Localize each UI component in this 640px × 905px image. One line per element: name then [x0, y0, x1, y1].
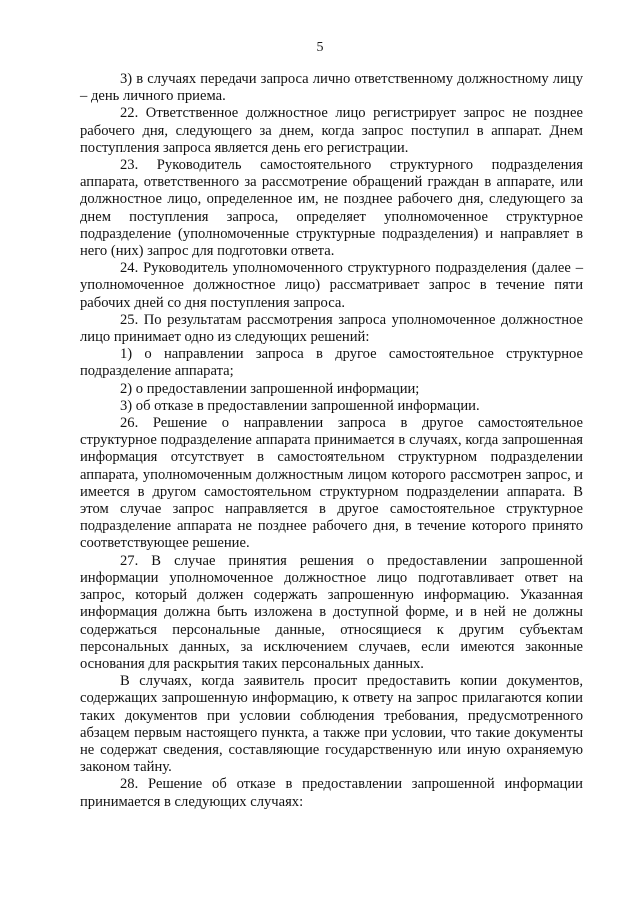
document-body	[80, 71, 583, 811]
paragraph-28: 28. Решение об отказе в предоставлении запрошенной информации принимается в следующих случаях:	[80, 776, 583, 810]
page-number: 5	[316, 40, 324, 55]
paragraph-26: 26. Решение о направлении запроса в другое самостоятельное структурное подразделение аппарата принимается в случаях, когда запрошенная информация отсутствует в самостоятельном структурном подразделении аппарата, уполномоченным должностным лицом которого рассмотрен запрос, и имеется в другом самостоятельном структурном подразделении аппарата. В этом случае запрос направляется в другое самостоятельное структурное подразделение аппарата не позднее рабочего дня, в течение которого принято соответствующее решение.	[80, 415, 583, 552]
paragraph-25-option-2: 2) о предоставлении запрошенной информации;	[120, 380, 420, 397]
paragraph-23: 23. Руководитель самостоятельного структурного подразделения аппарата, ответственного за рассмотрение обращений граждан в аппарате, или должностное лицо, определенное им, не позднее рабочего дня, следующего за днем поступления запроса, определяет уполномоченное структурное подразделение (уполномоченные структурные подразделения) и направляет в него (них) запрос для подготовки ответа.	[80, 157, 583, 260]
paragraph-22: 22. Ответственное должностное лицо регистрирует запрос не позднее рабочего дня, следующего за днем, когда запрос поступил в аппарат. Днем поступления запроса является день его регистрации.	[80, 105, 583, 156]
paragraph-27-copies: В случаях, когда заявитель просит предоставить копии документов, содержащих запрошенную информацию, к ответу на запрос прилагаются копии таких документов при условии соблюдения требования, предусмотренного абзацем первым настоящего пункта, а также при условии, что такие документы не содержат сведения, составляющие государственную или иную охраняемую законом тайну.	[80, 673, 583, 776]
paragraph-24: 24. Руководитель уполномоченного структурного подразделения (далее – уполномоченное должностное лицо) рассматривает запрос в течение пяти рабочих дней со дня поступления запроса.	[80, 260, 583, 311]
paragraph-25: 25. По результатам рассмотрения запроса уполномоченное должностное лицо принимает одно из следующих решений:	[80, 311, 583, 346]
paragraph-27: 27. В случае принятия решения о предоставлении запрошенной информации уполномоченное должностное лицо подготавливает ответ на запрос, который должен содержать запрошенную информацию. Указанная информация должна быть изложена в доступной форме, и в ней не должны содержаться персональные данные, относящиеся к другим субъектам персональных данных, за исключением случаев, если имеются законные основания для раскрытия таких персональных данных.	[80, 552, 583, 672]
paragraph-25-option-3: 3) об отказе в предоставлении запрошенной информации.	[120, 397, 480, 414]
paragraph-item-3-cases: 3) в случаях передачи запроса лично ответственному должностному лицу – день личного приема.	[80, 71, 583, 105]
paragraph-25-option-1: 1) о направлении запроса в другое самостоятельное структурное подразделение аппарата;	[80, 346, 583, 380]
